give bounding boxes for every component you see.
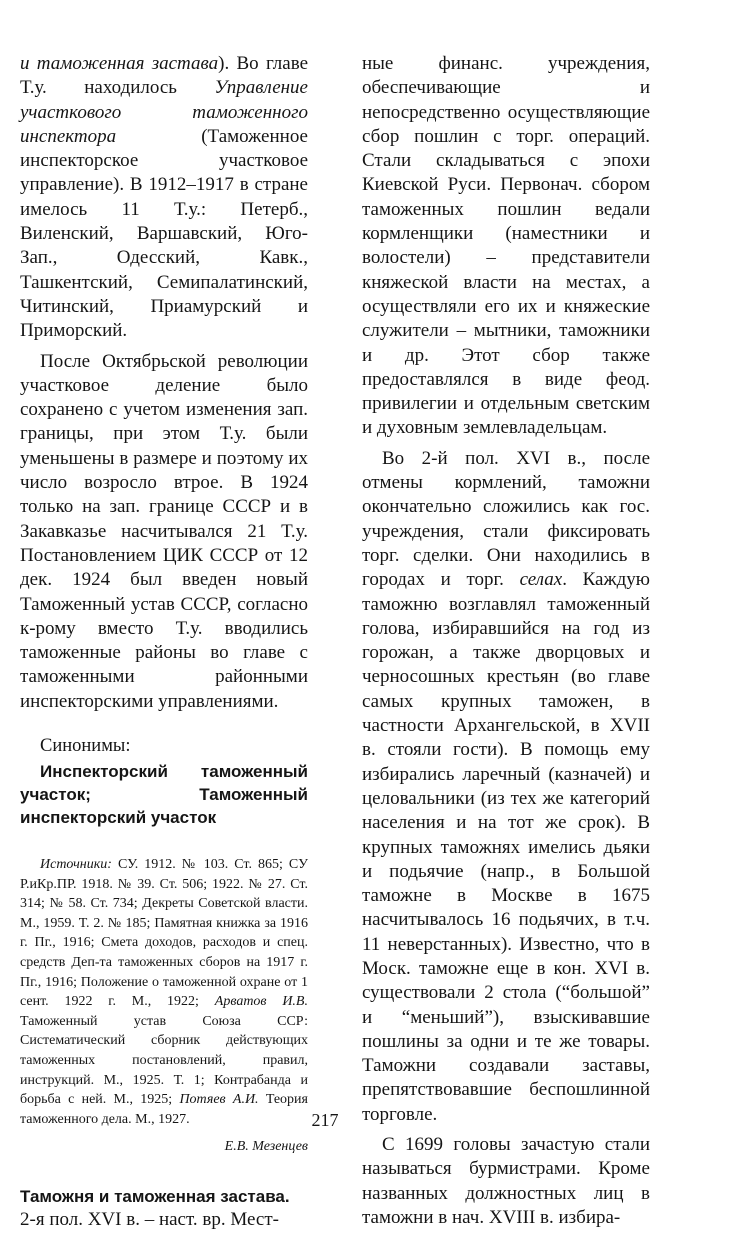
left-column — [20, 52, 308, 1233]
italic-term: и таможенная застава — [20, 53, 219, 74]
text-run: Теория таможенного дела. М., 1927. — [20, 1092, 308, 1127]
cited-author: Потяев А.И. — [179, 1092, 259, 1108]
italic-term: Управление участкового таможенного инспектора — [20, 77, 308, 147]
entry-heading: Таможня и таможенная застава. — [20, 1187, 290, 1207]
cited-author: Арватов И.В. — [214, 994, 308, 1010]
synonyms-terms: Инспекторский таможенный участок; Таможенный инспекторский участок — [20, 762, 308, 828]
text-run: Во 2-й пол. XVI в., после отмены кормлений, таможни окончательно сложились как гос. учреждения, стали фиксировать торг. сделки. Они находились в городах и торг. — [362, 447, 650, 591]
text-run: . Каждую таможню возглавлял таможенный голова, избиравшийся на год из горожан, а также дворцовых и черносошных крестьян (во главе самых крупных таможен, в частности Архангельской, в XVII в. стояли гости). В помощь ему избирались ларечный (казначей) и целовальники (из тех же категорий населения и на тот же срок). В крупных таможнях имелись дьяки и подьячие (напр., в Большой таможне в Москве в 1675 насчитывалось 16 подьячих, в т.ч. 11 неверстанных). Известно, что в Моск. таможне еще в кон. XVI в. существовали 2 стола (“большой” и “меньший”), взыскивавшие пошлины за одни и те же товары. Таможни создавали заставы, препятствовавшие беспошлинной торговле. — [362, 569, 650, 1125]
italic-term: селах — [519, 569, 563, 591]
sources-block — [20, 855, 308, 1129]
page-number: 217 — [311, 1110, 339, 1130]
paragraph-continuation: ные финанс. учреждения, обеспечивающие и непосредственно осуществляющие сбор пошлин с торг. операций. Стали складываться с эпохи Киевской Руси. Первонач. сбором таможенных пошлин ведали кормленщики (наместники и волостели) – представители княжеской власти на местах, а осуществляли его их и княжеские служители – мытники, таможники и др. Этот сбор также предоставлялся в виде феод. привилегии и отдельным светским и духовным землевладельцам. — [362, 53, 650, 439]
text-run: ). Во главе Т.у. находилось — [20, 53, 308, 99]
right-column — [362, 52, 650, 1230]
text-run: (Таможенное инспекторское участковое управление). В 1912–1917 в стране имелось 11 Т.у.: Петерб., Виленский, Варшавский, Юго-Зап., Одесский, Кавк., Ташкентский, Семипалатинский, Читинский, Приамурский и Приморский. — [20, 125, 308, 342]
paragraph — [362, 447, 650, 1127]
paragraph: С 1699 головы зачастую стали называться бурмистрами. Кроме названных должностных лиц в таможни в нач. XVIII в. избира- — [362, 1134, 650, 1228]
text-run: СУ. 1912. № 103. Ст. 865; СУ Р.иКр.ПР. 1918. № 39. Ст. 506; 1922. № 27. Ст. 314; № 58. Ст. 734; Декреты Советской власти. М., 1959. Т. 2. № 185; Памятная книжка за 1916 г. Пг., 1916; Смета доходов, расходов и спец. средств Деп-та таможенных сборов на 1917 г. Пг., 1916; Положение о таможенной охране от 1 сент. 1922 г. М., 1922; — [20, 857, 308, 1010]
author-signature: Е.В. Мезенцев — [224, 1139, 308, 1155]
paragraph: После Октябрьской революции участковое деление было сохранено с учетом изменения зап. границы, при этом Т.у. были уменьшены в размере и поэтому их число возросло втрое. В 1924 только на зап. границе СССР и в Закавказье насчитывался 21 Т.у. Постановлением ЦИК СССР от 12 дек. 1924 был введен новый Таможенный устав СССР, согласно к-рому вместо Т.у. вводились таможенные районы во главе с таможенными районными инспекторскими управлениями. — [20, 350, 308, 712]
entry-start: 2-я пол. XVI в. – наст. вр. Мест- — [20, 1209, 279, 1231]
sources-label: Источники: — [40, 857, 112, 873]
text-run: Таможенный устав Союза ССР: Систематический сборник действующих таможенных постановлений, правил, инструкций. М., 1925. Т. 1; Контрабанда и борьба с ней. М., 1925; — [20, 1013, 308, 1108]
paragraph-continuation — [20, 52, 308, 344]
synonyms-label: Синонимы: — [40, 736, 131, 757]
